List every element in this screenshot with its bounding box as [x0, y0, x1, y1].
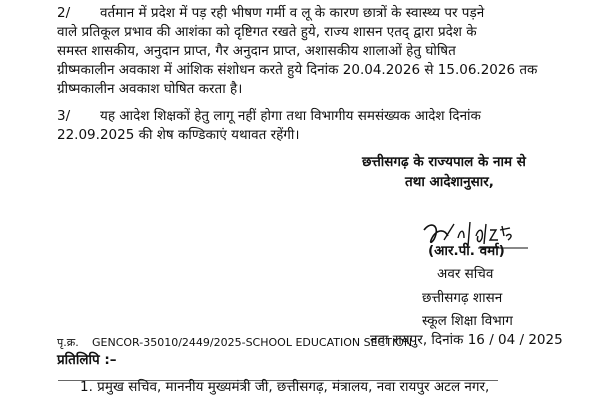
reference-code: GENCOR-35010/2449/2025-SCHOOL EDUCATION SECTION	[92, 336, 413, 349]
para2-line-3: समस्त शासकीय, अनुदान प्राप्त, गैर अनुदान प्राप्त, अशासकीय शालाओं हेतु घोषित	[57, 43, 456, 59]
para3-number: 3/	[57, 108, 71, 124]
para2-line-4: ग्रीष्मकालीन अवकाश में आंशिक संशोधन करते हुये दिनांक 20.04.2026 से 15.06.2026 तक	[57, 62, 538, 78]
reference-place-date: नवा रायपुर, दिनांक 16 / 04 / 2025	[370, 332, 563, 348]
para2-number: 2/	[57, 5, 71, 21]
para2-line-2: वाले प्रतिकूल प्रभाव की आशंका को दृष्टिगत रखते हुये, राज्य शासन एतद् द्वारा प्रदेश के	[57, 24, 477, 40]
para2-line-5: ग्रीष्मकालीन अवकाश घोषित करता है।	[57, 81, 243, 97]
signatory-department: स्कूल शिक्षा विभाग	[422, 313, 513, 329]
copy-item-1: 1. प्रमुख सचिव, माननीय मुख्यमंत्री जी, छत्तीसगढ़, मंत्रालय, नवा रायपुर अटल नगर,	[80, 379, 490, 395]
copy-heading: प्रतिलिपि :–	[57, 352, 117, 368]
signatory-government: छत्तीसगढ़ शासन	[422, 290, 503, 306]
signatory-name: (आर.पी. वर्मा)	[428, 243, 505, 259]
para3-line-1: यह आदेश शिक्षकों हेतु लागू नहीं होगा तथा विभागीय समसंख्यक आदेश दिनांक	[100, 108, 481, 124]
authority-line-2: तथा आदेशानुसार,	[405, 174, 494, 190]
para3-line-2: 22.09.2025 की शेष कण्डिकाएं यथावत रहेंगी।	[57, 127, 300, 143]
para2-line-1: वर्तमान में प्रदेश में पड़ रही भीषण गर्मी व लू के कारण छात्रों के स्वास्थ्य पर पड़ने	[100, 5, 485, 21]
authority-line-1: छत्तीसगढ़ के राज्यपाल के नाम से	[362, 154, 526, 170]
reference-prefix: पृ.क्र.	[57, 336, 79, 349]
signatory-designation: अवर सचिव	[437, 266, 494, 282]
